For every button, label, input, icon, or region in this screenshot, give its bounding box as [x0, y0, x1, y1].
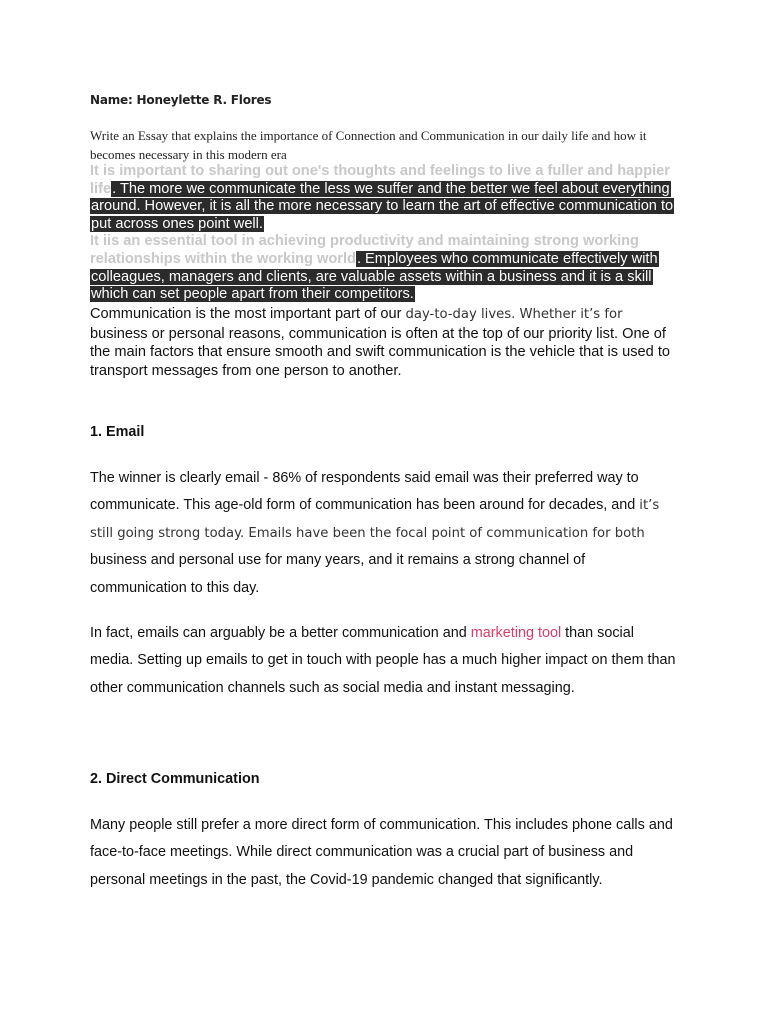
answer-p1-highlight-text: . The more we communicate the less we suffer and the better we feel about everything around. However, it is all the more necessary to learn the art of effective communication to put across ones point well.	[91, 180, 674, 232]
author-name: Name: Honeylette R. Flores	[90, 93, 272, 107]
intro-part-2: day-to-day lives. Whether it’s for	[405, 307, 623, 322]
email-p1-part-c: business and personal use for many years, and it remains a strong channel of communication to this day.	[90, 552, 586, 596]
email-p2-part-a: In fact, emails can arguably be a better communication and	[90, 625, 471, 641]
intro-part-1: Communication is the most important part of our	[90, 306, 406, 322]
answer-p2-highlight-text: . Employees who communicate effectively with colleagues, managers and clients, are valuable assets within a business and it is a skill which can set people apart from their competitors.	[91, 250, 658, 303]
email-heading: 1. Email	[90, 424, 145, 440]
answer-p1-grey-text: It is important to sharing out one's thoughts and feelings to live a fuller and happier life	[90, 163, 670, 197]
essay-answer	[90, 163, 682, 304]
answer-paragraph-2	[90, 233, 682, 303]
direct-communication-paragraph: Many people still prefer a more direct form of communication. This includes phone calls and face-to-face meetings. While direct communication was a crucial part of business and personal meetings in the past, the Covid-19 pandemic changed that significantly.	[90, 817, 673, 888]
intro-paragraph	[90, 305, 682, 381]
direct-communication-heading: 2. Direct Communication	[90, 771, 260, 787]
marketing-tool-link[interactable]: marketing tool	[470, 625, 562, 641]
answer-p2-grey-text: It iis an essential tool in achieving productivity and maintaining strong working relationships within the working world	[90, 233, 639, 267]
answer-paragraph-1	[90, 163, 682, 233]
essay-prompt: Write an Essay that explains the importance of Connection and Communication in our daily life and how it becomes necessary in this modern era	[90, 128, 647, 162]
email-p2-part-b: than social media. Setting up emails to get in touch with people has a much higher impact on them than other communication channels such as social media and instant messaging.	[90, 625, 676, 696]
email-p1-part-a: The winner is clearly email - 86% of respondents said email was their preferred way to communicate. This age-old form of communication has been around for decades, and	[90, 470, 640, 514]
intro-part-3: business or personal reasons, communication is often at the top of our priority list. One of the main factors that ensure smooth and swift communication is the vehicle that is used to transport messages from one person to another.	[90, 325, 670, 380]
email-paragraph-1	[90, 465, 680, 602]
email-p1-part-b: it’s still going strong today. Emails have been the focal point of communication for both	[90, 498, 660, 541]
email-paragraph-2	[90, 620, 680, 702]
